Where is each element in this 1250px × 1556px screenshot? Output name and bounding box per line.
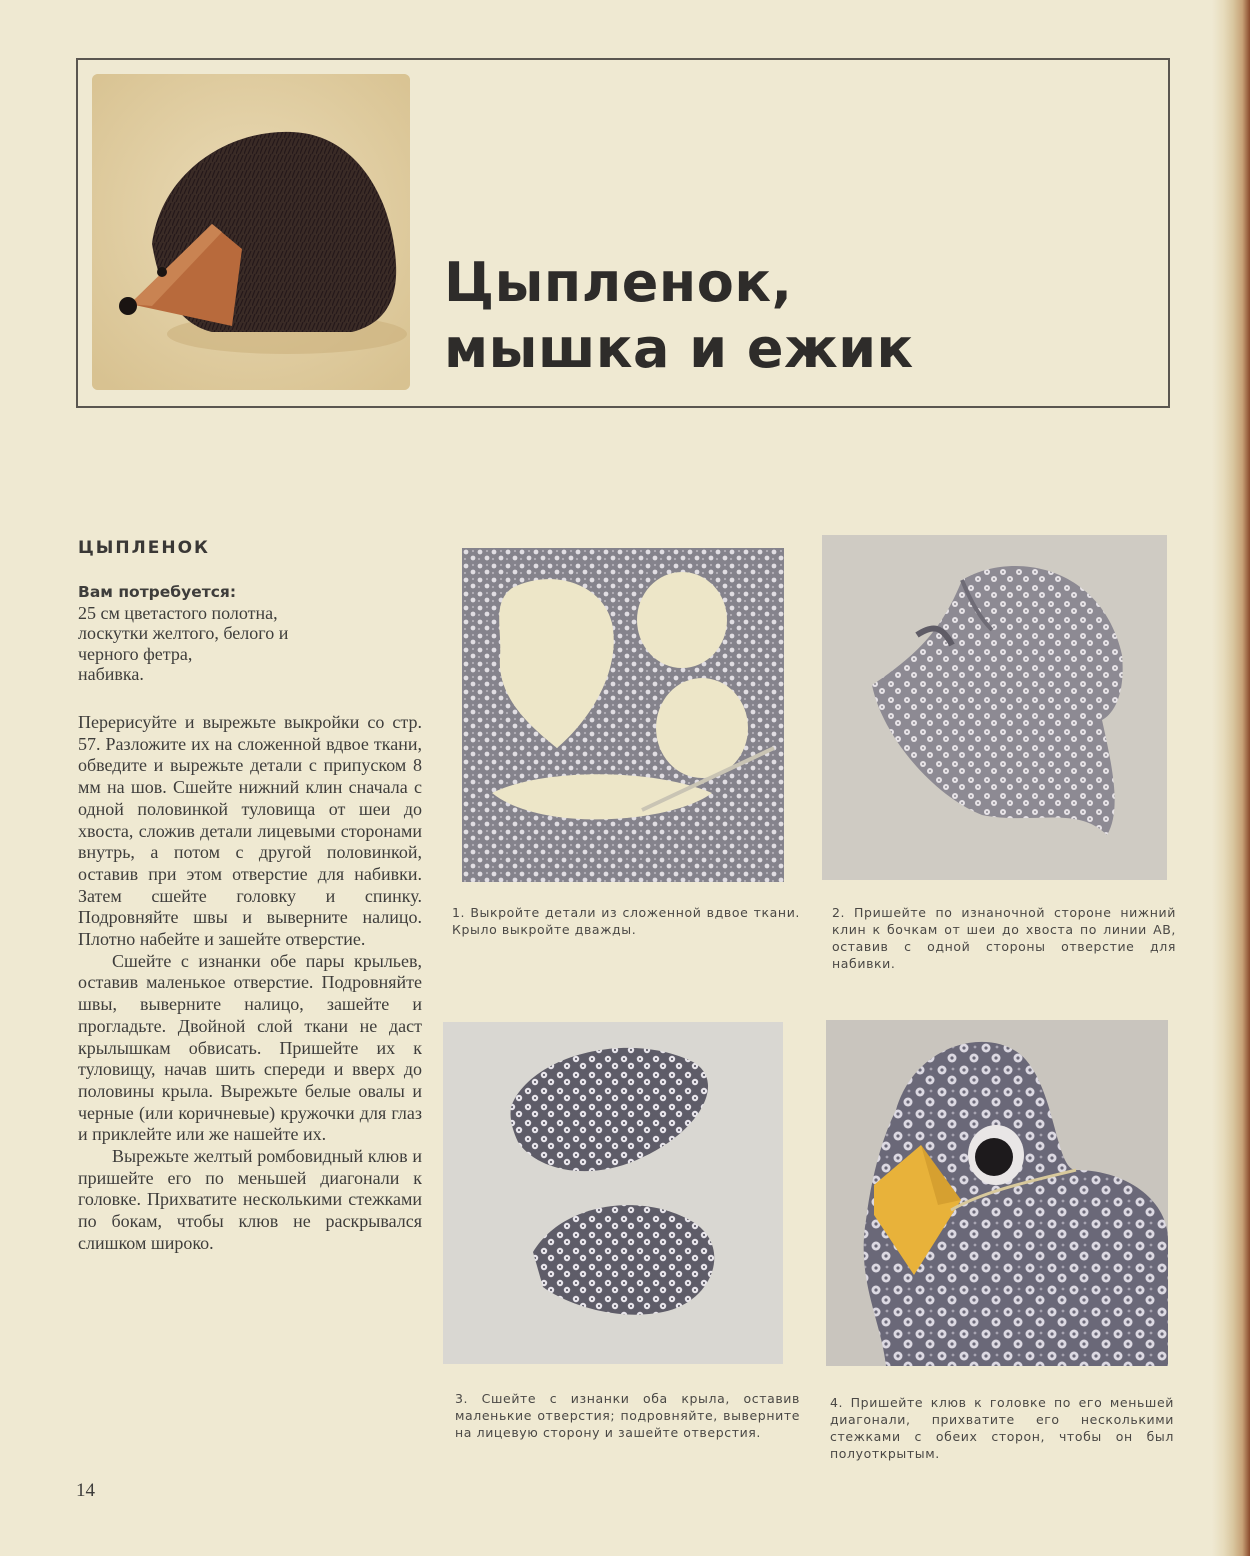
title-line-2: мышка и ежик [444, 317, 914, 380]
materials-list [78, 582, 378, 685]
instructions-paragraph: Вырежьте желтый ромбовидный клюв и пришейте его по меньшей диагонали к головке. Прихватите несколькими стежками по бокам, чтобы клюв не раскрывался слишком широко. [78, 1146, 422, 1253]
instructions-text [78, 712, 422, 1255]
section-heading: ЦЫПЛЕНОК [78, 538, 210, 558]
materials-item: 25 см цветастого полотна, [78, 602, 278, 623]
step-3-caption: 3. Сшейте с изнанки оба крыла, оставив маленькие отверстия; подровняйте, выверните на лицевую сторону и зашейте отверстия. [455, 1391, 800, 1440]
materials-item: лоскутки желтого, белого и [78, 623, 289, 643]
title-line-1: Цыпленок, [444, 251, 793, 314]
page-edge [1212, 0, 1250, 1556]
fabric-pattern-pieces-photo [462, 548, 784, 882]
materials-label: Вам потребуется: [78, 583, 237, 601]
chick-head-beak-photo [826, 1020, 1168, 1366]
page-number: 14 [76, 1480, 95, 1501]
instructions-paragraph: Сшейте с изнанки обе пары крыльев, оставив маленькое отверстие. Подровняйте швы, выверните налицо, зашейте и прогладьте. Двойной слой ткани не даст крылышкам обвисать. Пришейте их к туловищу, начав шить спереди и вверх до половины крыла. Вырежьте белые овалы и черные (или коричневые) кружочки для глаз и приклейте или же нашейте их. [78, 950, 422, 1145]
materials-item: черного фетра, [78, 643, 193, 664]
step-4-caption: 4. Пришейте клюв к головке по его меньшей диагонали, прихватите его несколькими стежками с обеих сторон, чтобы он был полуоткрытым. [830, 1395, 1174, 1461]
step-1-caption: 1. Выкройте детали из сложенной вдвое ткани. Крыло выкройте дважды. [452, 905, 800, 937]
materials-item: набивка. [78, 664, 144, 684]
hedgehog-toy-photo [92, 74, 410, 390]
sewn-body-photo [822, 535, 1167, 880]
wings-photo [443, 1022, 783, 1364]
step-2-caption: 2. Пришейте по изнаночной стороне нижний клин к бочкам от шеи до хвоста по линии AB, оставив с одной стороны отверстие для набивки. [832, 905, 1176, 971]
instructions-paragraph: Перерисуйте и вырежьте выкройки со стр. 57. Разложите их на сложенной вдвое ткани, обведите и вырежьте детали с припуском 8 мм на шов. Сшейте нижний клин сначала с одной половинкой туловища от шеи до хвоста, сложив детали лицевыми сторонами внутрь, а потом с другой половинкой, оставив при этом отверстие для набивки. Затем сшейте головку и спинку. Подровняйте швы и выверните налицо. Плотно набейте и зашейте отверстие. [78, 712, 422, 950]
page-title [444, 250, 914, 382]
